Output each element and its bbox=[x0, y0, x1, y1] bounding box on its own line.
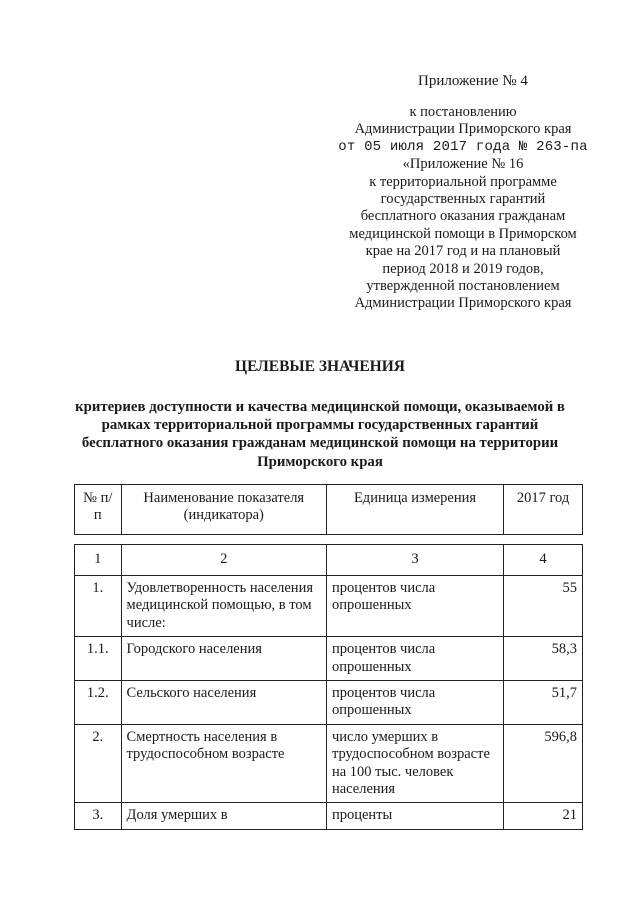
column-number-row bbox=[75, 545, 583, 576]
table-row bbox=[75, 724, 583, 803]
row-number: 1.1. bbox=[75, 637, 122, 681]
table-row bbox=[75, 803, 583, 829]
header-row bbox=[75, 485, 583, 535]
document-subheading: критериев доступности и качества медицинской помощи, оказываемой в рамках территориальной программы государственных гарантий бесплатного оказания гражданам медицинской помощи на территории Приморского края bbox=[75, 399, 565, 470]
header-year: 2017 год bbox=[504, 485, 583, 535]
appendix-line: государственных гарантий bbox=[380, 191, 546, 208]
appendix-line: Администрации Приморского края bbox=[354, 295, 572, 312]
row-unit: процентов числа опрошенных bbox=[326, 681, 503, 725]
table-row bbox=[75, 576, 583, 637]
row-indicator: Смертность населения в трудоспособном возрасте bbox=[121, 724, 326, 803]
appendix-decree-stamp: от 05 июля 2017 года № 263-па bbox=[338, 138, 588, 155]
row-indicator: Сельского населения bbox=[121, 681, 326, 725]
indicators-table bbox=[74, 544, 583, 830]
table-row bbox=[75, 637, 583, 681]
row-value: 58,3 bbox=[504, 637, 583, 681]
table-header bbox=[74, 484, 583, 535]
row-value: 51,7 bbox=[504, 681, 583, 725]
row-value: 21 bbox=[504, 803, 583, 829]
column-number: 3 bbox=[326, 545, 503, 576]
column-number: 4 bbox=[504, 545, 583, 576]
appendix-title: Приложение № 4 bbox=[418, 73, 528, 89]
row-number: 1.2. bbox=[75, 681, 122, 725]
appendix-line: Администрации Приморского края bbox=[354, 121, 572, 138]
row-number: 1. bbox=[75, 576, 122, 637]
document-heading: ЦЕЛЕВЫЕ ЗНАЧЕНИЯ bbox=[235, 358, 405, 375]
appendix-line: крае на 2017 год и на плановый bbox=[365, 243, 561, 260]
appendix-line: период 2018 и 2019 годов, bbox=[382, 260, 544, 277]
row-value: 596,8 bbox=[504, 724, 583, 803]
appendix-line: медицинской помощи в Приморском bbox=[349, 225, 577, 242]
appendix-line: бесплатного оказания гражданам bbox=[360, 208, 566, 225]
row-unit: проценты bbox=[326, 803, 503, 829]
header-indicator: Наименование показателя (индикатора) bbox=[121, 485, 326, 535]
appendix-line: к постановлению bbox=[409, 104, 517, 120]
appendix-line: утвержденной постановлением bbox=[366, 278, 560, 295]
row-indicator: Городского населения bbox=[121, 637, 326, 681]
row-number: 2. bbox=[75, 724, 122, 803]
column-number: 1 bbox=[75, 545, 122, 576]
row-unit: число умерших в трудоспособном возрасте на 100 тыс. человек населения bbox=[326, 724, 503, 803]
table-row bbox=[75, 681, 583, 725]
row-indicator: Доля умерших в bbox=[121, 803, 326, 829]
appendix-line: к территориальной программе bbox=[369, 173, 557, 190]
row-unit: процентов числа опрошенных bbox=[326, 637, 503, 681]
appendix-line: «Приложение № 16 bbox=[402, 156, 524, 173]
row-value: 55 bbox=[504, 576, 583, 637]
row-number: 3. bbox=[75, 803, 122, 829]
column-number: 2 bbox=[121, 545, 326, 576]
row-unit: процентов числа опрошенных bbox=[326, 576, 503, 637]
header-unit: Единица измерения bbox=[326, 485, 503, 535]
header-number: № п/п bbox=[75, 485, 122, 535]
row-indicator: Удовлетворенность населения медицинской помощью, в том числе: bbox=[121, 576, 326, 637]
appendix-reference bbox=[318, 104, 608, 313]
